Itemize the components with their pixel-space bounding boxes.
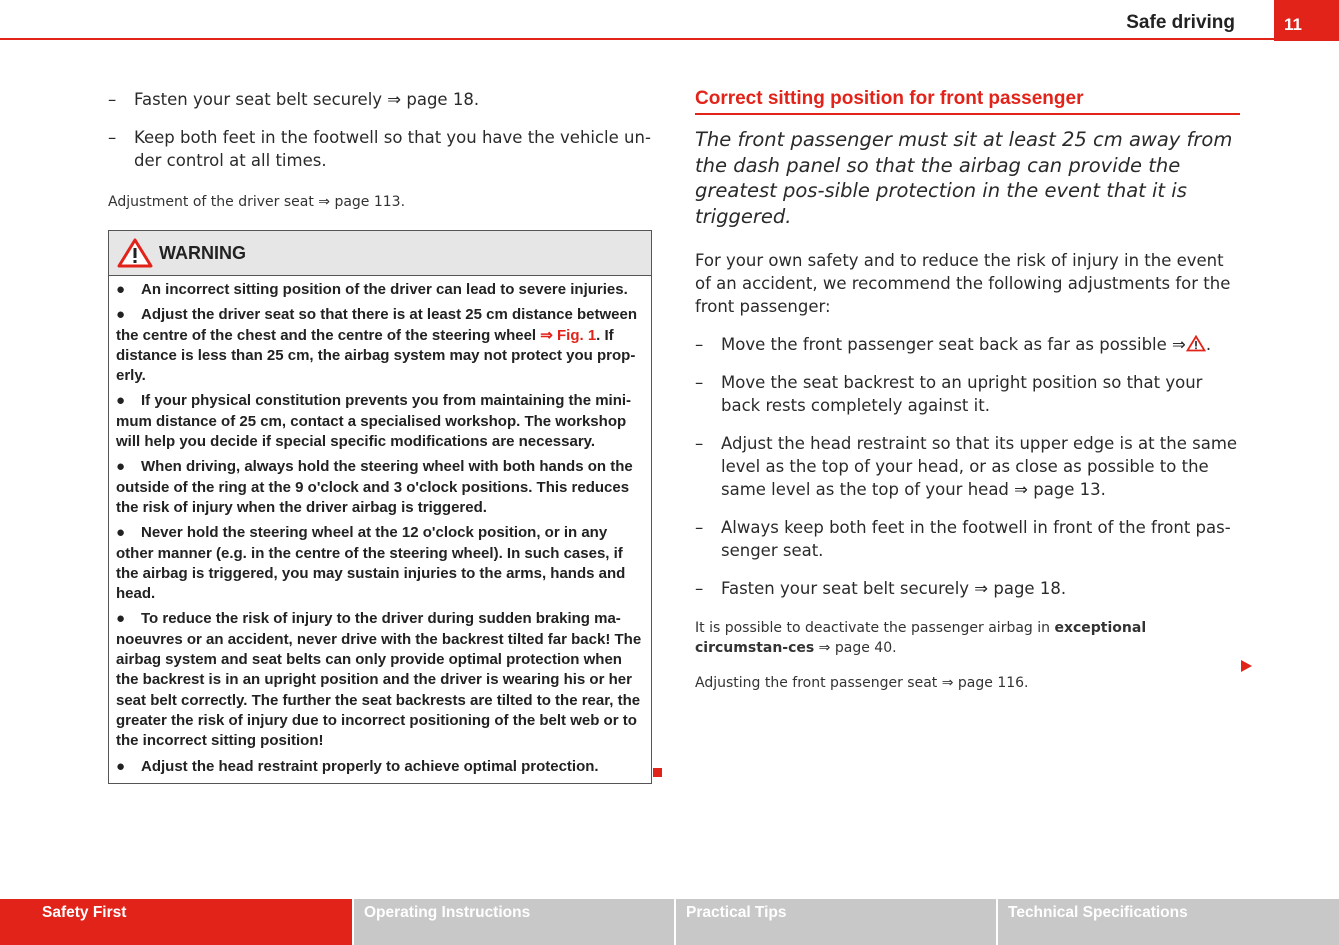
warning-item bbox=[116, 609, 644, 751]
warning-box bbox=[108, 230, 652, 784]
dash-marker: – bbox=[695, 434, 704, 453]
section-title: Correct sitting position for front passenger bbox=[695, 88, 1240, 115]
tab-practical-tips[interactable]: Practical Tips bbox=[676, 899, 996, 945]
tab-safety-first[interactable]: Safety First bbox=[0, 899, 352, 945]
page-header-title: Safe driving bbox=[1126, 12, 1235, 33]
warning-triangle-icon bbox=[117, 238, 153, 268]
left-column bbox=[108, 88, 652, 784]
dash-marker: – bbox=[695, 373, 704, 392]
list-item-text: Fasten your seat belt securely ⇒ page 18. bbox=[721, 579, 1067, 598]
note-emphasis: exceptional circumstan-ces bbox=[695, 620, 1147, 656]
bullet: ● bbox=[116, 610, 126, 628]
warning-body bbox=[109, 276, 651, 783]
warning-item bbox=[116, 523, 644, 604]
list-item bbox=[108, 88, 652, 111]
airbag-deactivation-note bbox=[695, 618, 1240, 658]
warning-item bbox=[116, 280, 644, 300]
list-item-text: Fasten your seat belt securely ⇒ page 18. bbox=[134, 90, 480, 109]
body-paragraph: For your own safety and to reduce the risk of injury in the event of an accident, we recommend the following adjustments for the front passenger: bbox=[695, 251, 1231, 316]
warning-item bbox=[116, 757, 644, 777]
warning-item-text: Adjust the head restraint properly to achieve optimal protection. bbox=[141, 757, 599, 775]
list-item-text: Move the seat backrest to an upright position so that your back rests completely against it. bbox=[721, 373, 1203, 415]
dash-marker: – bbox=[695, 518, 704, 537]
footer-nav bbox=[0, 899, 1339, 945]
section-end-marker bbox=[653, 768, 662, 777]
cross-reference-note: Adjusting the front passenger seat ⇒ page 116. bbox=[695, 675, 1029, 691]
warning-item bbox=[116, 305, 644, 386]
bullet: ● bbox=[116, 524, 126, 542]
list-item bbox=[695, 333, 1240, 356]
intro-text: The front passenger must sit at least 25 cm away from the dash panel so that the airbag can provide the greatest pos-sible protection in the event that it is triggered. bbox=[695, 128, 1233, 228]
warning-item-text: When driving, always hold the steering wheel with both hands on the outside of the ring at the 9 o'clock and 3 o'clock positions. This reduces the risk of injury when the driver airbag is triggered. bbox=[116, 458, 633, 516]
note-text: It is possible to deactivate the passenger airbag in bbox=[695, 620, 1055, 636]
warning-header bbox=[109, 231, 651, 276]
bullet: ● bbox=[116, 306, 126, 324]
warning-item-text: If your physical constitution prevents you from maintaining the mini-mum distance of 25 cm, contact a specialised workshop. The workshop will help you decide if special specific modifications are necessary. bbox=[116, 392, 632, 451]
warning-item-text: An incorrect sitting position of the driver can lead to severe injuries. bbox=[141, 281, 628, 298]
dash-marker: – bbox=[695, 335, 704, 354]
tab-technical-specifications[interactable]: Technical Specifications bbox=[998, 899, 1339, 945]
list-item bbox=[695, 577, 1240, 600]
warning-item-text: Never hold the steering wheel at the 12 o'clock position, or in any other manner (e.g. in the centre of the steering wheel). In such cases, if the airbag is triggered, you may sustain injuries to the arms, hands and head. bbox=[116, 524, 626, 603]
list-item bbox=[695, 516, 1240, 562]
list-item-text: Move the front passenger seat back as far as possible ⇒ bbox=[721, 335, 1186, 354]
dash-marker: – bbox=[695, 579, 704, 598]
right-column bbox=[695, 88, 1240, 693]
list-item bbox=[695, 371, 1240, 417]
dash-marker: – bbox=[108, 90, 117, 109]
list-item-text: Adjust the head restraint so that its upper edge is at the same level as the top of your head, or as close as possible to the same level as the top of your head ⇒ page 13. bbox=[721, 434, 1238, 499]
bullet: ● bbox=[116, 281, 126, 298]
warning-item bbox=[116, 391, 644, 452]
list-item bbox=[695, 432, 1240, 501]
page-number: 11 bbox=[1274, 0, 1339, 41]
continue-arrow-icon bbox=[1241, 660, 1252, 672]
cross-reference-note: Adjustment of the driver seat ⇒ page 113. bbox=[108, 194, 406, 210]
dash-marker: – bbox=[108, 128, 117, 147]
list-item bbox=[108, 126, 652, 172]
header-rule bbox=[0, 38, 1274, 40]
warning-item bbox=[116, 457, 644, 518]
bullet: ● bbox=[116, 757, 126, 775]
warning-title: WARNING bbox=[159, 242, 246, 263]
list-item-text: Keep both feet in the footwell so that you have the vehicle un-der control at all times. bbox=[134, 128, 651, 170]
bullet: ● bbox=[116, 458, 126, 476]
figure-link[interactable]: ⇒ Fig. 1 bbox=[540, 326, 597, 344]
warning-item-text: To reduce the risk of injury to the driver during sudden braking ma-noeuvres or an accident, never drive with the backrest tilted far back! The airbag system and seat belts can only provide optimal protection when the backrest is in an upright position and the driver is wearing his or her seat belt correctly. The further the seat backrests are tilted to the rear, the greater the risk of injury due to incorrect positioning of the belt web or to the incorrect sitting position! bbox=[116, 610, 642, 750]
note-text: ⇒ page 40. bbox=[814, 640, 897, 656]
warning-item-text: . If distance is less than 25 cm, the airbag system may not protect you prop-erly. bbox=[116, 326, 636, 385]
list-item-text: Always keep both feet in the footwell in front of the front pas-senger seat. bbox=[721, 518, 1231, 560]
bullet: ● bbox=[116, 392, 126, 410]
warning-symbol-icon bbox=[1186, 335, 1206, 352]
warning-item-text: Adjust the driver seat so that there is at least 25 cm distance between the centre of the chest and the centre of the steering wheel bbox=[116, 306, 638, 344]
list-item-suffix: . bbox=[1205, 335, 1212, 354]
tab-operating-instructions[interactable]: Operating Instructions bbox=[354, 899, 674, 945]
